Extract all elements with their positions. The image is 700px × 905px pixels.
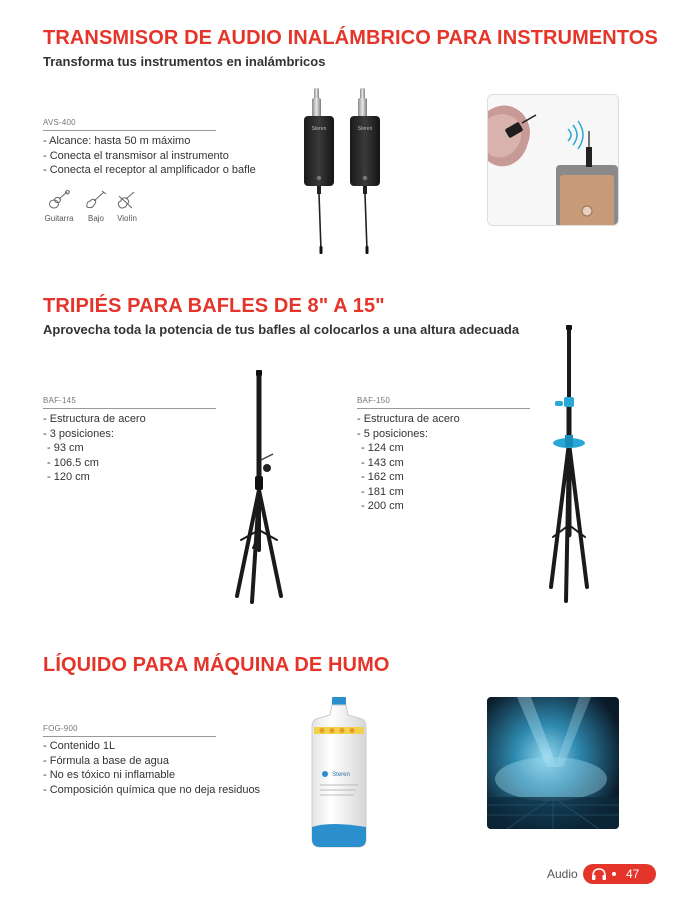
section-subtitle-wireless: Transforma tus instrumentos en inalámbricos (43, 54, 326, 69)
usage-photo (488, 95, 619, 226)
feature-item: - Contenido 1L (43, 740, 116, 752)
feature-list-avs400 (43, 134, 256, 178)
model-code-baf145: BAF-145 (43, 396, 76, 405)
instrument-bass (80, 190, 112, 223)
instrument-guitar (43, 190, 75, 223)
fog-scene-photo-frame (487, 697, 619, 829)
bottle-brand: Steren (332, 772, 350, 778)
section-title-tripods: TRIPIÉS PARA BAFLES DE 8" A 15" (43, 295, 385, 317)
position-item: - 200 cm (361, 500, 404, 512)
headphones-icon (591, 867, 607, 881)
transmitter-unit (304, 88, 334, 254)
model-code-baf150: BAF-150 (357, 396, 390, 405)
page-number-pill (583, 864, 656, 884)
position-item: - 143 cm (361, 456, 404, 469)
section-title-wireless: TRANSMISOR DE AUDIO INALÁMBRICO PARA INSTRUMENTOS (43, 27, 658, 49)
position-item: - 120 cm (47, 471, 90, 483)
transmitter-brand: Steren (311, 126, 327, 132)
feature-item: - Alcance: hasta 50 m máximo (43, 135, 191, 147)
feature-list-fog900 (43, 739, 260, 797)
feature-item: - 3 posiciones: (43, 427, 114, 440)
receiver-unit (350, 88, 380, 254)
position-item: - 124 cm (361, 442, 404, 454)
feature-list-baf150 (357, 412, 460, 514)
instrument-label: Bajo (87, 214, 104, 223)
model-divider (43, 130, 216, 131)
page-number: 47 (626, 867, 640, 881)
model-divider (357, 408, 530, 409)
tripod-baf145-image (225, 370, 295, 608)
fog-scene-photo (487, 697, 619, 829)
bass-icon (85, 190, 107, 210)
section-subtitle-tripods: Aprovecha toda la potencia de tus bafles al colocarlos a una altura adecuada (43, 322, 520, 337)
model-divider (43, 736, 216, 737)
instrument-label: Guitarra (44, 214, 74, 223)
feature-item: - Estructura de acero (357, 413, 460, 425)
guitar-icon (48, 190, 70, 210)
feature-item: - Estructura de acero (43, 413, 146, 425)
position-item: - 181 cm (361, 485, 404, 498)
instrument-violin (111, 190, 143, 223)
feature-item: - Conecta el receptor al amplificador o bafle (43, 164, 256, 176)
feature-item: - Fórmula a base de agua (43, 754, 169, 767)
feature-item: - No es tóxico ni inflamable (43, 769, 176, 781)
feature-item: - 5 posiciones: (357, 427, 428, 440)
feature-list-baf145 (43, 412, 146, 485)
fog-liquid-bottle-image (310, 697, 368, 849)
separator-dot (612, 872, 616, 876)
position-item: - 162 cm (361, 471, 404, 483)
instrument-label: Violín (117, 214, 137, 223)
receiver-brand: Steren (357, 126, 373, 132)
section-title-fog: LÍQUIDO PARA MÁQUINA DE HUMO (43, 654, 390, 676)
model-divider (43, 408, 216, 409)
model-code-fog900: FOG-900 (43, 724, 78, 733)
violin-icon (116, 190, 138, 210)
footer-category: Audio (547, 867, 578, 881)
usage-photo-frame (487, 94, 619, 226)
feature-item: - Conecta el transmisor al instrumento (43, 149, 229, 162)
wireless-transmitter-image (300, 88, 384, 258)
position-item: - 93 cm (47, 442, 84, 454)
feature-item: - Composición química que no deja residuos (43, 783, 261, 796)
model-code-avs400: AVS-400 (43, 118, 76, 127)
position-item: - 106.5 cm (47, 456, 99, 469)
tripod-baf150-image (537, 325, 607, 607)
